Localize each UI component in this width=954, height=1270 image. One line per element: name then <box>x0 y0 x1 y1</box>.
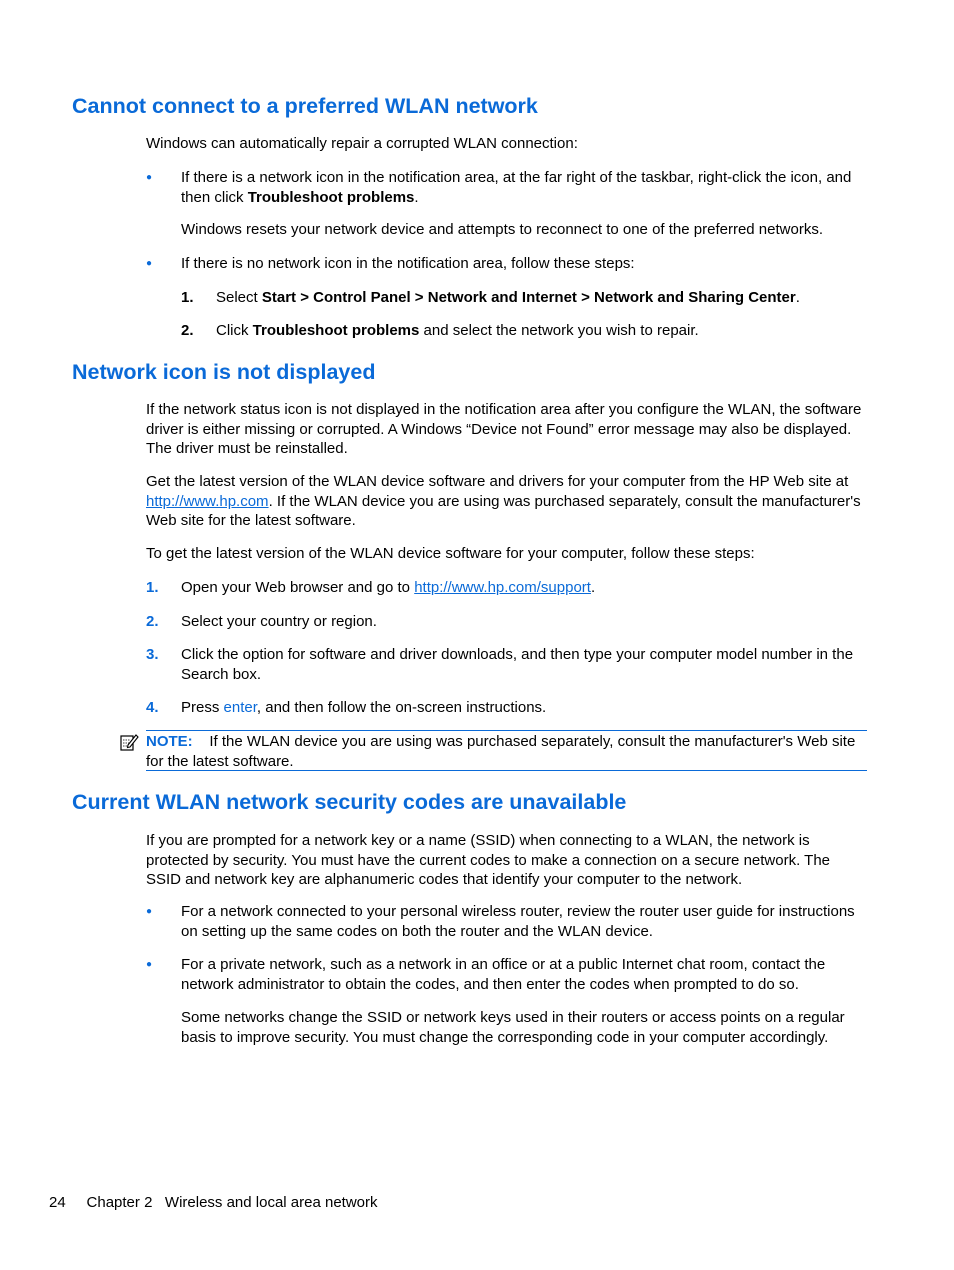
section2-step3: Click the option for software and driver downloads, and then type your computer model number in the Search box. <box>181 646 854 683</box>
section-heading-security-codes: Current WLAN network security codes are unavailable <box>72 790 627 814</box>
section1-bullet1-follow: Windows resets your network device and attempts to reconnect to one of the preferred networks. <box>181 221 823 238</box>
step-number: 2. <box>181 322 194 339</box>
section2-step1 <box>181 578 868 598</box>
section3-bullet1: For a network connected to your personal wireless router, review the router user guide for instructions on setting up the same codes on both the router and the WLAN device. <box>181 903 855 940</box>
enter-key-label: enter <box>223 699 257 716</box>
step-text: Click <box>216 322 253 339</box>
hp-support-link[interactable]: http://www.hp.com/support <box>414 579 591 596</box>
para2-text: Get the latest version of the WLAN device software and drivers for your computer from the HP Web site at <box>146 473 849 490</box>
page-number: 24 <box>49 1194 66 1211</box>
bullet-icon: ● <box>146 906 153 917</box>
hp-link[interactable]: http://www.hp.com <box>146 492 269 510</box>
step-bold: Troubleshoot problems <box>252 322 420 339</box>
section2-para2 <box>146 472 868 531</box>
step-after: , and then follow the on-screen instructions. <box>256 699 547 716</box>
step-number: 1. <box>181 289 194 306</box>
section1-bullet1 <box>181 168 868 207</box>
section2-step2: Select your country or region. <box>181 613 377 630</box>
note-pencil-icon <box>119 732 139 752</box>
para2-after: . If the WLAN device you are using was purchased separately, consult the manufacturer's Web site for the latest software. <box>146 492 861 529</box>
section-heading-cannot-connect: Cannot connect to a preferred WLAN network <box>72 94 538 118</box>
section2-step4 <box>181 698 868 718</box>
step-text: Open your Web browser and go to <box>181 579 415 596</box>
section1-step2 <box>216 321 868 341</box>
step-number: 1. <box>146 579 159 596</box>
note-top-rule <box>146 730 867 731</box>
section-heading-network-icon: Network icon is not displayed <box>72 360 376 384</box>
section1-bullet2: If there is no network icon in the notification area, follow these steps: <box>181 255 635 272</box>
bullet-icon: ● <box>146 959 153 970</box>
bullet-icon: ● <box>146 258 153 269</box>
chapter-title: Wireless and local area network <box>164 1194 378 1211</box>
step-after: . <box>590 579 596 596</box>
section2-para1: If the network status icon is not displayed in the notification area after you configure the WLAN, the software driver is either missing or corrupted. A Windows “Device not Found” error message may also be displayed. The driver must be reinstalled. <box>146 401 862 457</box>
bullet-icon: ● <box>146 172 153 183</box>
step-bold: Start > Control Panel > Network and Internet > Network and Sharing Center <box>261 289 796 306</box>
note-paragraph <box>146 732 868 771</box>
step-number: 4. <box>146 699 159 716</box>
page-footer <box>49 1193 378 1212</box>
step-number: 2. <box>146 613 159 630</box>
bullet1-after: . <box>414 188 419 206</box>
step-text: Press <box>181 699 224 716</box>
note-label: NOTE: <box>146 733 193 750</box>
section3-para1: If you are prompted for a network key or a name (SSID) when connecting to a WLAN, the network is protected by security. You must have the current codes to make a connection on a secure network. The SSID and network key are alphanumeric codes that identify your computer to the network. <box>146 832 831 888</box>
bullet1-text: If there is a network icon in the notification area, at the far right of the taskbar, right-click the icon, and then click <box>181 169 852 206</box>
section3-bullet2-follow: Some networks change the SSID or network keys used in their routers or access points on a regular basis to improve security. You must change the corresponding code in your computer accordingly. <box>181 1009 845 1046</box>
section1-step1 <box>216 288 868 308</box>
step-number: 3. <box>146 646 159 663</box>
note-bottom-rule <box>146 770 867 771</box>
step-after: and select the network you wish to repair. <box>419 322 699 339</box>
section2-para3: To get the latest version of the WLAN device software for your computer, follow these steps: <box>146 545 755 562</box>
section3-bullet2: For a private network, such as a network in an office or at a public Internet chat room, contact the network administrator to obtain the codes, and then enter the codes when prompted to do so. <box>181 956 826 993</box>
step-after: . <box>795 289 800 306</box>
chapter-label: Chapter 2 <box>86 1194 153 1211</box>
section1-intro: Windows can automatically repair a corrupted WLAN connection: <box>146 135 578 152</box>
step-text: Select <box>216 289 262 306</box>
bullet1-bold: Troubleshoot problems <box>247 188 415 206</box>
note-text: If the WLAN device you are using was purchased separately, consult the manufacturer's Web site for the latest software. <box>146 733 856 770</box>
